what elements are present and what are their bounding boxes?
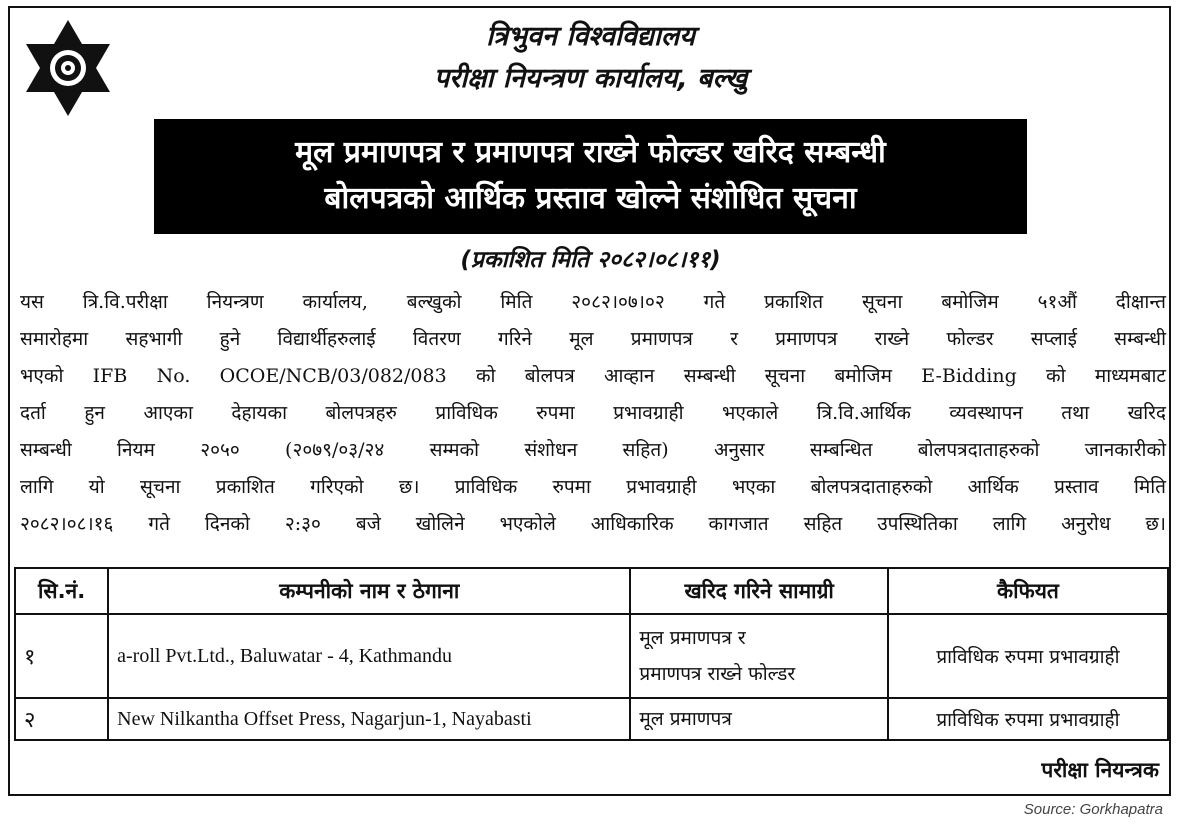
cell-company: a-roll Pvt.Ltd., Baluwatar - 4, Kathmandu [108,614,630,698]
body-line: भएको IFB No. OCOE/NCB/03/082/083 को बोलपत्र आव्हान सम्बन्धी सूचना बमोजिम E-Bidding को माध्यमबाट [20,365,1166,387]
university-name: त्रिभुवन विश्वविद्यालय [486,21,695,52]
published-date: (प्रकाशित मिति २०८२।०८।११) [460,247,721,273]
notice-title [154,119,1027,234]
cell-item [630,614,888,698]
cell-item [630,698,888,740]
cell-remark: प्राविधिक रुपमा प्रभावग्राही [888,614,1168,698]
table-header-row [15,568,1168,614]
source-credit: Source: Gorkhapatra [1023,801,1163,818]
body-line: लागि यो सूचना प्रकाशित गरिएको छ। प्राविधिक रुपमा प्रभावग्राही भएका बोलपत्रदाताहरुको आर्थिक प्रस्ताव मिति [20,476,1166,498]
cell-item-line2: प्रमाणपत्र राख्ने फोल्डर [639,663,796,685]
notice-title-line2: बोलपत्रको आर्थिक प्रस्ताव खोल्ने संशोधित सूचना [324,181,857,216]
header-company: कम्पनीको नाम र ठेगाना [108,568,630,614]
header-item: खरिद गरिने सामाग्री [630,568,888,614]
signer-title: परीक्षा नियन्त्रक [1041,758,1159,782]
header-serial: सि.नं. [15,568,108,614]
bidders-table [14,567,1169,741]
cell-item-line1: मूल प्रमाणपत्र र [639,627,746,649]
body-line: समारोहमा सहभागी हुने विद्यार्थीहरुलाई वितरण गरिने मूल प्रमाणपत्र र प्रमाणपत्र राख्ने फोल्डर सप्लाई सम्बन्धी [20,328,1166,350]
notice-body [20,284,1166,543]
header-remark: कैफियत [888,568,1168,614]
table-row [15,698,1168,740]
cell-serial: २ [15,698,108,740]
body-line: दर्ता हुन आएका देहायका बोलपत्रहरु प्राविधिक रुपमा प्रभावग्राही भएकाले त्रि.वि.आर्थिक व्यवस्थापन तथा खरिद [20,402,1166,424]
body-line: सम्बन्धी नियम २०५० (२०७९/०३/२४ सम्मको संशोधन सहित) अनुसार सम्बन्धित बोलपत्रदाताहरुको जानकारीको [20,439,1166,461]
table-row [15,614,1168,698]
body-line: २०८२।०८।१६ गते दिनको २:३० बजे खोलिने भएकोले आधिकारिक कागजात सहित उपस्थितिका लागि अनुरोध छ। [20,513,1166,535]
cell-serial: १ [15,614,108,698]
cell-company: New Nilkantha Offset Press, Nagarjun-1, Nayabasti [108,698,630,740]
notice-title-line1: मूल प्रमाणपत्र र प्रमाणपत्र राख्ने फोल्डर खरिद सम्बन्धी [295,135,886,170]
cell-remark: प्राविधिक रुपमा प्रभावग्राही [888,698,1168,740]
office-name: परीक्षा नियन्त्रण कार्यालय, बल्खु [433,63,748,94]
cell-item-line1: मूल प्रमाणपत्र [639,708,732,730]
body-line: यस त्रि.वि.परीक्षा नियन्त्रण कार्यालय, बल्खुको मिति २०८२।०७।०२ गते प्रकाशित सूचना बमोजिम ५१औं दीक्षान्त [20,291,1166,313]
